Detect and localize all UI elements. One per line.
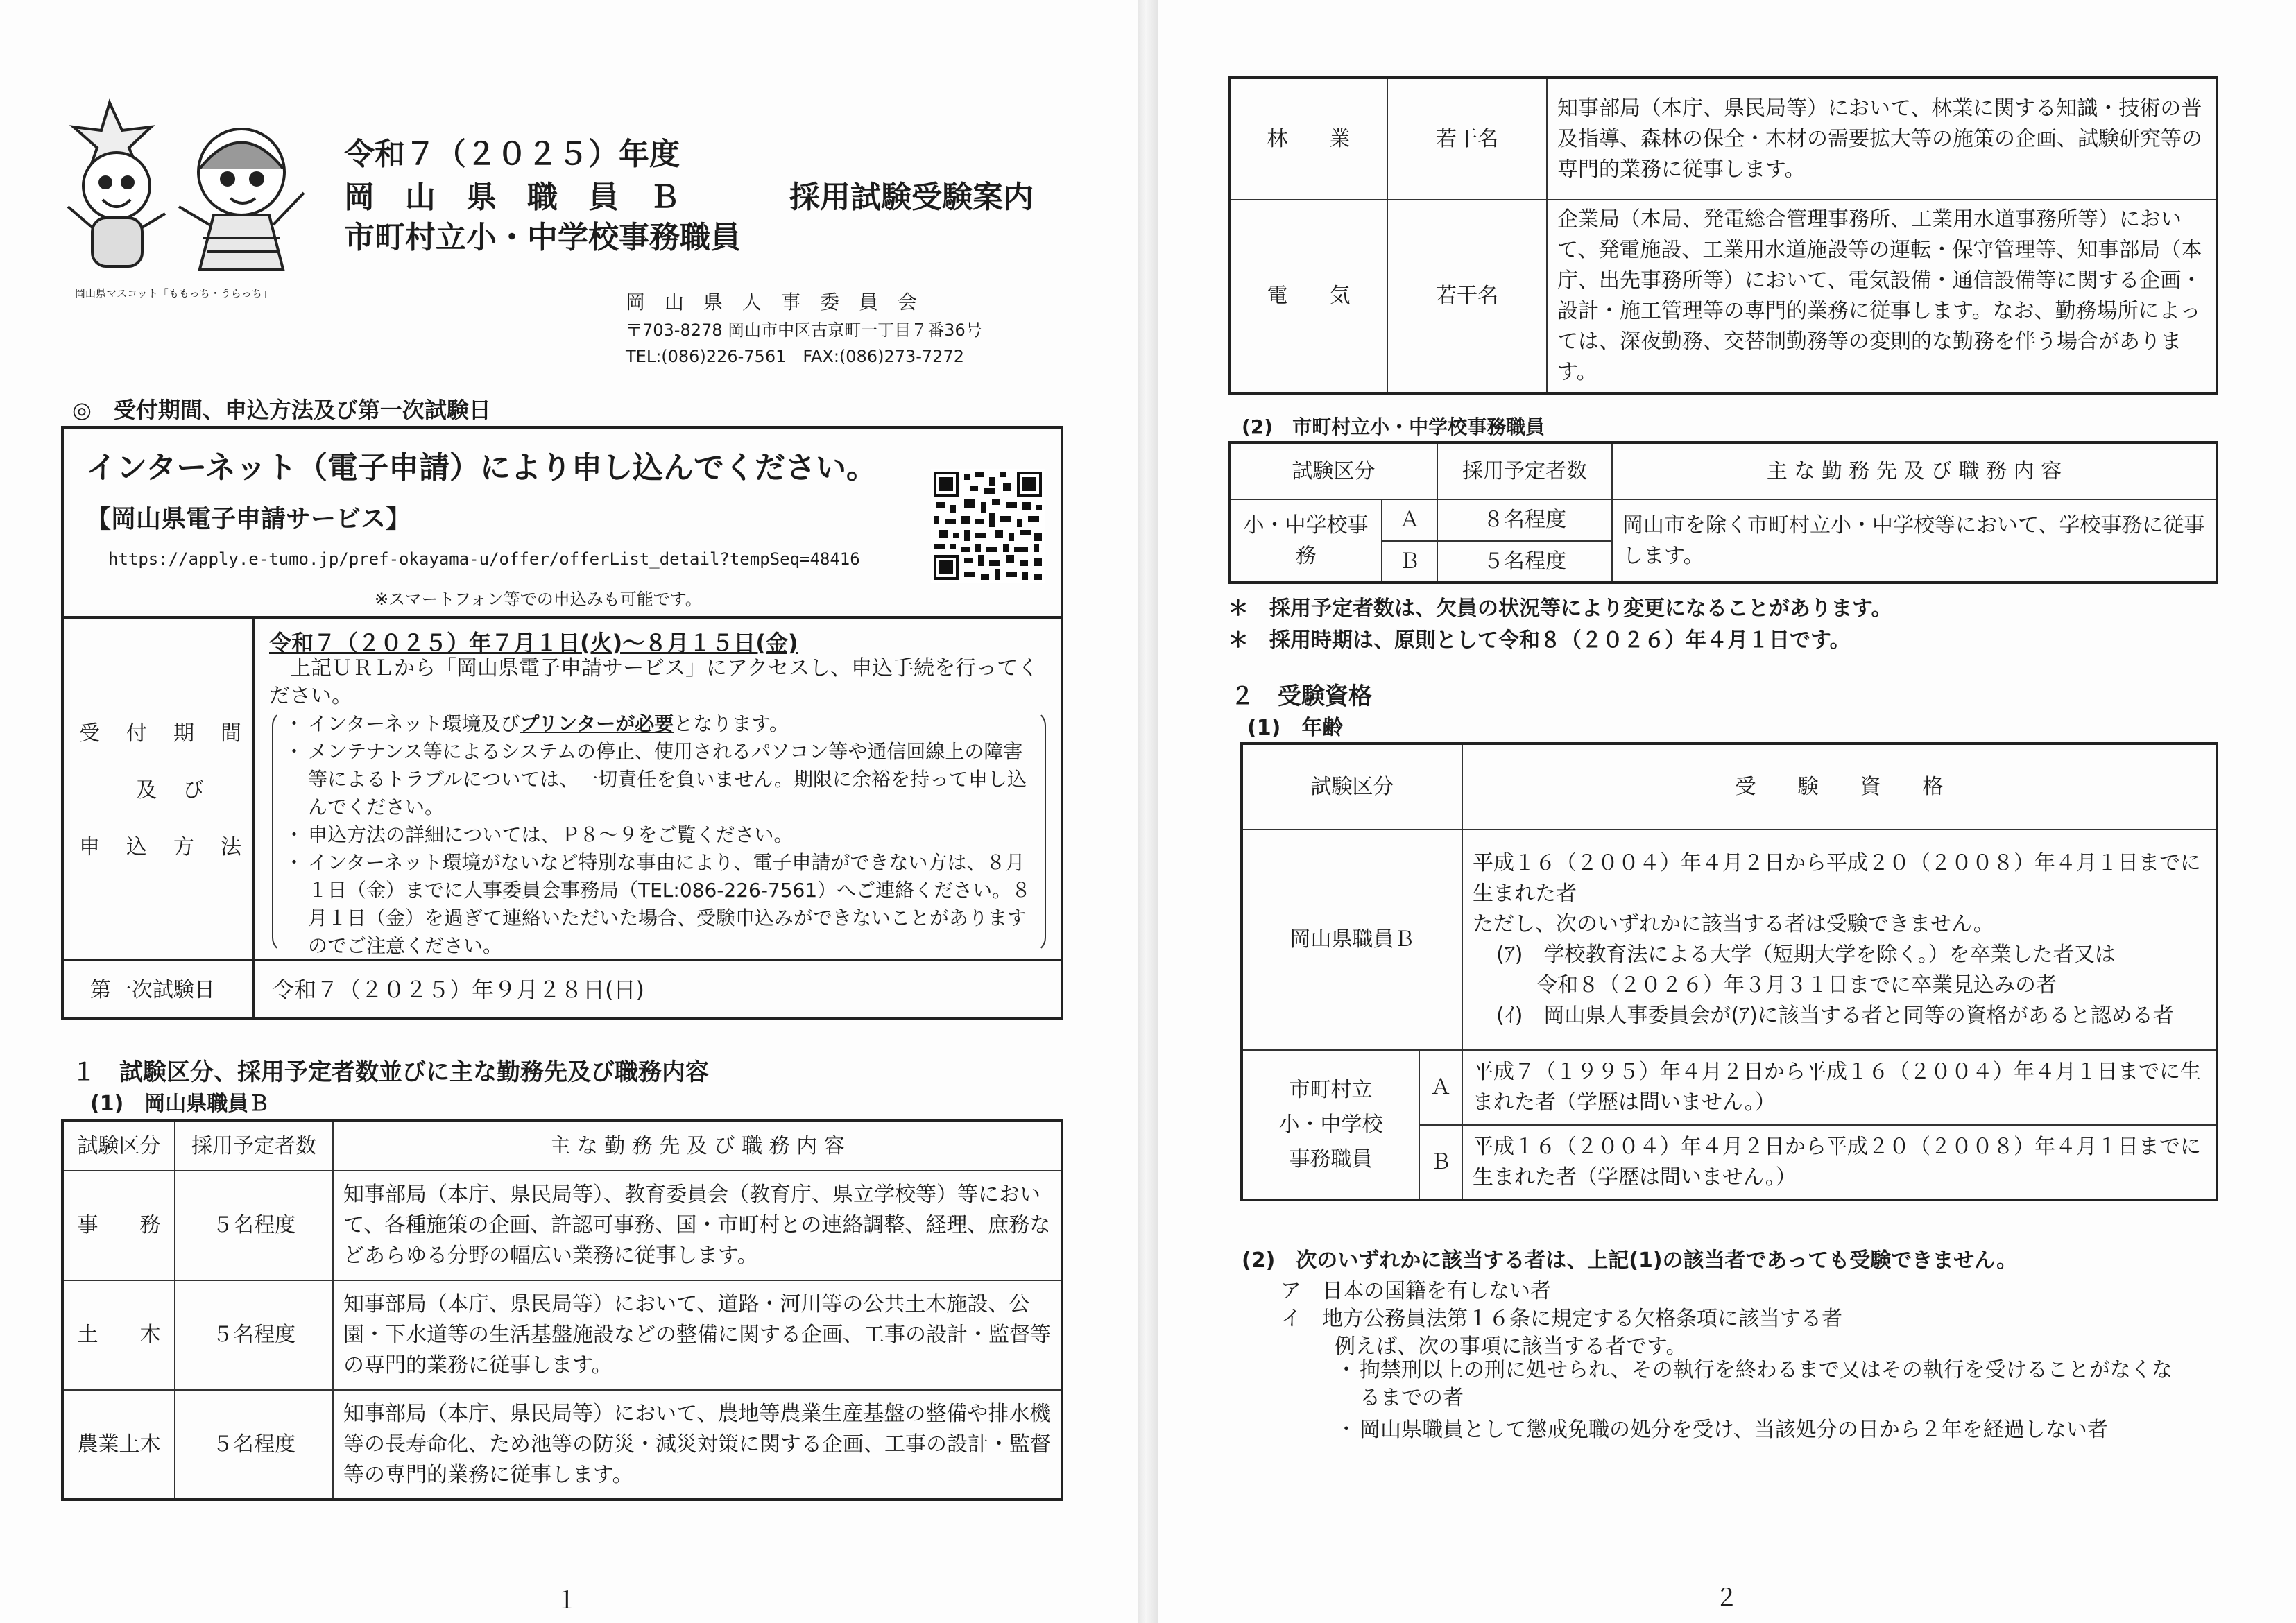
okayama-staff-qualification	[1462, 830, 2217, 1050]
application-url[interactable]: https://apply.e-tumo.jp/pref-okayama-u/offer/offerList_detail?tempSeq=48416	[108, 549, 860, 569]
col-header-duties: 主 な 勤 務 先 及 び 職 務 内 容	[333, 1121, 1062, 1171]
note-count-change: ＊ 採用予定者数は、欠員の状況等により変更になることがあります。	[1228, 596, 1892, 621]
section1-sub2: (2) 市町村立小・中学校事務職員	[1242, 415, 1545, 438]
table-row	[62, 1390, 1062, 1500]
category-name: 事 務	[62, 1171, 175, 1280]
note-details: ・ 申込方法の詳細については、Ｐ８～９をご覧ください。	[280, 821, 1038, 849]
application-period-table	[61, 619, 1063, 1020]
okayama-staff-table-continued	[1228, 76, 2218, 395]
grade-b-qualification: 平成１６（２００４）年４月２日から平成２０（２００８）年４月１日までに生まれた者（学歴は問いません。）	[1462, 1125, 2217, 1200]
category-count: ５名程度	[175, 1171, 333, 1280]
col-header-count: 採用予定者数	[1437, 443, 1612, 499]
section2-sub2: (2) 次のいずれかに該当する者は、上記(1)の該当者であっても受験できません。	[1242, 1248, 2018, 1273]
bullet-item: ・ 拘禁刑以上の刑に処せられ、その執行を終わるまで又はその執行を受けることがなくなるまでの者	[1332, 1357, 2192, 1412]
col-header-count: 採用予定者数	[175, 1121, 333, 1171]
org-name: 岡 山 県 人 事 委 員 会	[626, 291, 918, 314]
category-count: ５名程度	[175, 1280, 333, 1390]
qual-line: (ｱ) 学校教育法による大学（短期大学を除く。）を卒業した者又は	[1496, 943, 2116, 967]
disqualify-bullets	[1332, 1357, 2192, 1444]
category-duties: 知事部局（本庁、県民局等）において、林業に関する知識・技術の普及指導、森林の保全・木材の需要拡大等の施策の企画、試験研究等の専門的業務に従事します。	[1547, 78, 2217, 200]
col-header-qualification: 受 験 資 格	[1462, 744, 2217, 830]
category-name: 土 木	[62, 1280, 175, 1390]
page-2	[1158, 0, 2296, 1623]
period-label-2: 及 び	[136, 778, 207, 802]
category-duties: 企業局（本局、発電総合管理事務所、工業用水道事務所等）において、発電施設、工業用水道施設等の運転・保守管理等、知事部局（本庁、出先事務所等）において、電気設備・通信設備等に関する企画・設計・施工管理等の専門的業務に従事します。なお、勤務場所によっては、深夜勤務、交替制勤務等の変則的な勤務を伴う場合があります。	[1547, 200, 2217, 393]
category-name: 農業土木	[62, 1390, 175, 1500]
category-name: 林 業	[1229, 78, 1387, 200]
qual-line: (ｲ) 岡山県人事委員会が(ｱ)に該当する者と同等の資格があると認める者	[1496, 1004, 2174, 1028]
period-label-1: 受 付 期 間	[79, 721, 244, 746]
col-header-category: 試験区分	[1229, 443, 1437, 499]
category-duties: 知事部局（本庁、県民局等）において、農地等農業生産基盤の整備や排水機等の長寿命化、ため池等の防災・減災対策に関する企画、工事の設計・監督等の専門的業務に従事します。	[333, 1390, 1062, 1500]
org-tel: TEL:(086)226-7561 FAX:(086)273-7272	[626, 347, 964, 366]
col-header-category: 試験区分	[62, 1121, 175, 1171]
school-duties: 岡山市を除く市町村立小・中学校等において、学校事務に従事します。	[1612, 499, 2217, 583]
accept-heading: ◎ 受付期間、申込方法及び第一次試験日	[72, 397, 491, 423]
smartphone-note: ※スマートフォン等での申込みも可能です。	[375, 590, 702, 609]
title-guide: 採用試験受験案内	[789, 180, 1034, 215]
note-maintenance: ・ メンテナンス等によるシステムの停止、使用されるパソコン等や通信回線上の障害等によるトラブルについては、一切責任を負いません。期限に余裕を持って申し込んでください。	[280, 738, 1038, 821]
period-dates: 令和７（２０２５）年７月１日(火)～８月１５日(金)	[269, 630, 798, 656]
col-header-category: 試験区分	[1242, 744, 1462, 830]
grade-b-count: ５名程度	[1437, 541, 1612, 583]
note-no-internet: ・ インターネット環境がないなど特別な事由により、電子申請ができない方は、８月１日（金）までに人事委員会事務局（TEL:086-226-7561）へご連絡ください。８月１日（金）を過ぎて連絡いただいた場合、受験申込みができないことがありますのでご注意ください。	[280, 849, 1038, 960]
section1-sub1: (1) 岡山県職員Ｂ	[90, 1092, 270, 1116]
org-address: 〒703-8278 岡山市中区古京町一丁目７番36号	[626, 320, 982, 340]
category-count: 若干名	[1387, 78, 1547, 200]
title-year: 令和７（２０２５）年度	[344, 137, 680, 172]
disqualify-item-a: ア 日本の国籍を有しない者	[1280, 1279, 1551, 1303]
note-hire-date: ＊ 採用時期は、原則として令和８（２０２６）年４月１日です。	[1228, 628, 1851, 653]
qual-line: 令和８（２０２６）年３月３１日までに卒業見込みの者	[1536, 973, 2057, 997]
period-label-3: 申 込 方 法	[79, 835, 244, 859]
eligibility-table	[1240, 742, 2218, 1201]
title-okayama-staff: 岡 山 県 職 員 Ｂ	[344, 180, 680, 215]
section2-sub1: (1) 年齢	[1247, 716, 1344, 740]
school-staff-category: 市町村立 小・中学校 事務職員	[1242, 1050, 1419, 1200]
table-row	[1229, 200, 2217, 393]
mascot-caption: 岡山県マスコット「ももっち・うらっち」	[75, 287, 273, 300]
okayama-staff-table	[61, 1119, 1063, 1501]
qual-line: 平成１６（２００４）年４月２日から平成２０（２００８）年４月１日までに生まれた者	[1473, 851, 2201, 906]
title-school-staff: 市町村立小・中学校事務職員	[344, 220, 741, 255]
section2-heading: ２ 受験資格	[1231, 682, 1372, 710]
table-row	[62, 1171, 1062, 1280]
qual-line: ただし、次のいずれかに該当する者は受験できません。	[1473, 912, 1994, 936]
category-count: ５名程度	[175, 1390, 333, 1500]
table-row	[1229, 499, 2217, 541]
grade-a-count: ８名程度	[1437, 499, 1612, 541]
page-number-left: １	[555, 1587, 579, 1615]
internet-application-box	[61, 426, 1063, 619]
okayama-staff-category: 岡山県職員Ｂ	[1242, 830, 1462, 1050]
period-text: 上記ＵＲＬから「岡山県電子申請サービス」にアクセスし、申込手続を行ってください。	[269, 656, 1039, 708]
note-printer: ・ インターネット環境及びプリンターが必要となります。	[280, 710, 1038, 738]
grade-a: Ａ	[1419, 1050, 1462, 1125]
school-staff-table	[1228, 441, 2218, 584]
table-row	[1229, 78, 2217, 200]
service-name: 【岡山県電子申請サービス】	[86, 505, 411, 533]
mascot-characters-icon	[61, 89, 325, 290]
first-exam-label: 第一次試験日	[90, 978, 215, 1002]
grade-a: Ａ	[1382, 499, 1437, 541]
disqualify-item-i: イ 地方公務員法第１６条に規定する欠格条項に該当する者	[1280, 1307, 1842, 1331]
grade-b: Ｂ	[1419, 1125, 1462, 1200]
table-row	[62, 1280, 1062, 1390]
page-number-right: ２	[1715, 1584, 1738, 1612]
col-header-duties: 主 な 勤 務 先 及 び 職 務 内 容	[1612, 443, 2217, 499]
mascot-illustration	[61, 89, 325, 290]
bullet-item: ・ 岡山県職員として懲戒免職の処分を受け、当該処分の日から２年を経過しない者	[1332, 1416, 2192, 1444]
application-notes	[280, 710, 1038, 960]
category-name: 電 気	[1229, 200, 1387, 393]
grade-a-qualification: 平成７（１９９５）年４月２日から平成１６（２００４）年４月１日までに生まれた者（学歴は問いません。）	[1462, 1050, 2217, 1125]
internet-banner: インターネット（電子申請）により申し込んでください。	[86, 450, 877, 486]
grade-b: Ｂ	[1382, 541, 1437, 583]
category-duties: 知事部局（本庁、県民局等）において、道路・河川等の公共土木施設、公園・下水道等の生活基盤施設などの整備に関する企画、工事の設計・監督等の専門的業務に従事します。	[333, 1280, 1062, 1390]
category-count: 若干名	[1387, 200, 1547, 393]
qr-code-icon[interactable]	[931, 469, 1045, 583]
section1-heading: １ 試験区分、採用予定者数並びに主な勤務先及び職務内容	[72, 1058, 709, 1086]
first-exam-date: 令和７（２０２５）年９月２８日(日)	[272, 977, 644, 1003]
table-row	[1242, 830, 2217, 1050]
disqualify-item-i-sub: 例えば、次の事項に該当する者です。	[1335, 1334, 1687, 1359]
table-row	[1242, 1050, 2217, 1125]
page-1	[0, 0, 1138, 1623]
school-category-name: 小・中学校事務	[1229, 499, 1382, 583]
category-duties: 知事部局（本庁、県民局等）、教育委員会（教育庁、県立学校等）等において、各種施策の企画、許認可事務、国・市町村との連絡調整、経理、庶務などあらゆる分野の幅広い業務に従事します。	[333, 1171, 1062, 1280]
page-gutter	[1138, 0, 1158, 1623]
